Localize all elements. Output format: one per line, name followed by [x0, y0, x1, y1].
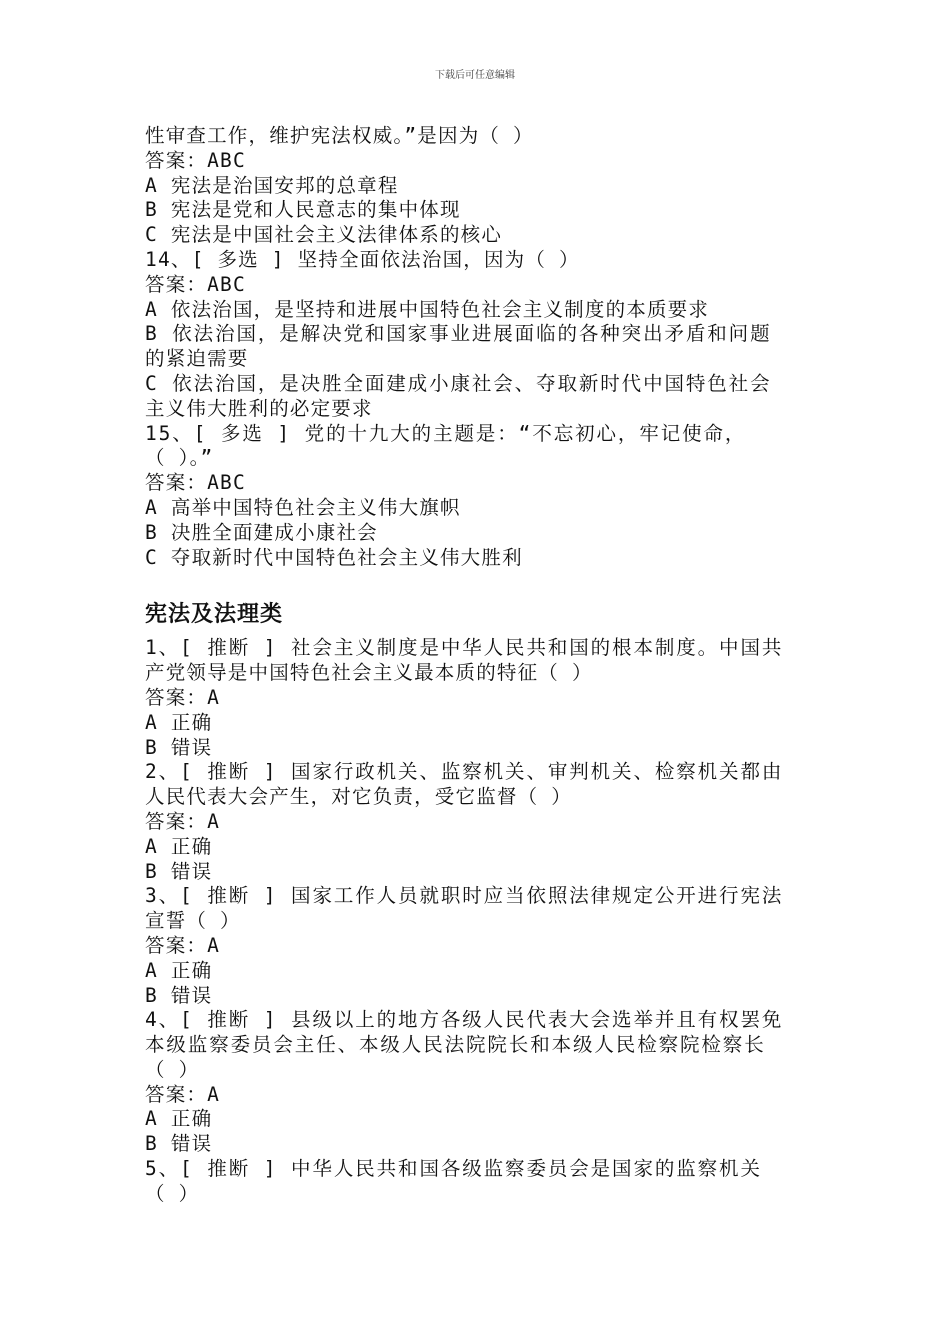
option-line: B 错误	[145, 735, 213, 759]
option-line: B 错误	[145, 859, 213, 883]
question-continuation: 性审查工作，维护宪法权威。”是因为（ ）	[145, 124, 534, 147]
section-spacer	[145, 570, 810, 600]
option-line: C 夺取新时代中国特色社会主义伟大胜利	[145, 545, 523, 569]
option-line: C 依法治国，是决胜全面建成小康社会、夺取新时代中国特色社会	[145, 371, 772, 395]
answer-line: 答案：ABC	[145, 272, 246, 296]
answer-line: 答案：ABC	[145, 471, 246, 495]
question-line: 15、[ 多选 ] 党的十九大的主题是：“不忘初心，牢记使命，	[145, 421, 747, 445]
question-line: 1、[ 推断 ] 社会主义制度是中华人民共和国的根本制度。中国共	[145, 636, 784, 660]
question-line: 14、[ 多选 ] 坚持全面依法治国，因为（ ）	[145, 247, 580, 271]
question-block-judgement	[145, 636, 810, 1206]
question-line: 2、[ 推断 ] 国家行政机关、监察机关、审判机关、检察机关都由	[145, 760, 784, 784]
document-body	[145, 124, 810, 1207]
question-line: 3、[ 推断 ] 国家工作人员就职时应当依照法律规定公开进行宪法	[145, 884, 784, 908]
answer-line: 答案：A	[145, 1082, 221, 1106]
question-line: （ ）	[145, 1181, 200, 1205]
option-line: A 正确	[145, 1107, 213, 1131]
question-line: 本级监察委员会主任、本级人民法院院长和本级人民检察院检察长	[145, 1033, 766, 1057]
answer-line: 答案：A	[145, 933, 221, 957]
option-line: C 宪法是中国社会主义法律体系的核心	[145, 223, 503, 247]
answer-line: 答案：ABC	[145, 148, 246, 172]
option-line: A 高举中国特色社会主义伟大旗帜	[145, 495, 461, 519]
answer-line: 答案：A	[145, 685, 221, 709]
option-line: B 决胜全面建成小康社会	[145, 520, 378, 544]
page-header: 下载后可任意编辑	[435, 70, 515, 81]
option-line: B 错误	[145, 983, 213, 1007]
answer-line: 答案：A	[145, 809, 221, 833]
question-line: 产党领导是中国特色社会主义最本质的特征（ ）	[145, 661, 593, 685]
option-line: 的紧迫需要	[145, 347, 249, 371]
option-line: B 依法治国，是解决党和国家事业进展面临的各种突出矛盾和问题	[145, 322, 772, 346]
section-title: 宪法及法理类	[145, 602, 284, 628]
option-line: A 正确	[145, 958, 213, 982]
question-line: （ ）。”	[145, 446, 214, 470]
question-line: 人民代表大会产生，对它负责，受它监督（ ）	[145, 785, 572, 809]
option-line: A 宪法是治国安邦的总章程	[145, 173, 399, 197]
option-line: A 正确	[145, 834, 213, 858]
question-line: （ ）	[145, 1057, 200, 1081]
option-line: B 错误	[145, 1132, 213, 1156]
question-line: 宣誓（ ）	[145, 909, 241, 933]
question-block-multiple-choice	[145, 124, 810, 570]
option-line: A 依法治国，是坚持和进展中国特色社会主义制度的本质要求	[145, 297, 710, 321]
option-line: 主义伟大胜利的必定要求	[145, 396, 373, 420]
option-line: B 宪法是党和人民意志的集中体现	[145, 198, 461, 222]
question-line: 5、[ 推断 ] 中华人民共和国各级监察委员会是国家的监察机关	[145, 1157, 762, 1181]
question-line: 4、[ 推断 ] 县级以上的地方各级人民代表大会选举并且有权罢免	[145, 1008, 784, 1032]
option-line: A 正确	[145, 710, 213, 734]
